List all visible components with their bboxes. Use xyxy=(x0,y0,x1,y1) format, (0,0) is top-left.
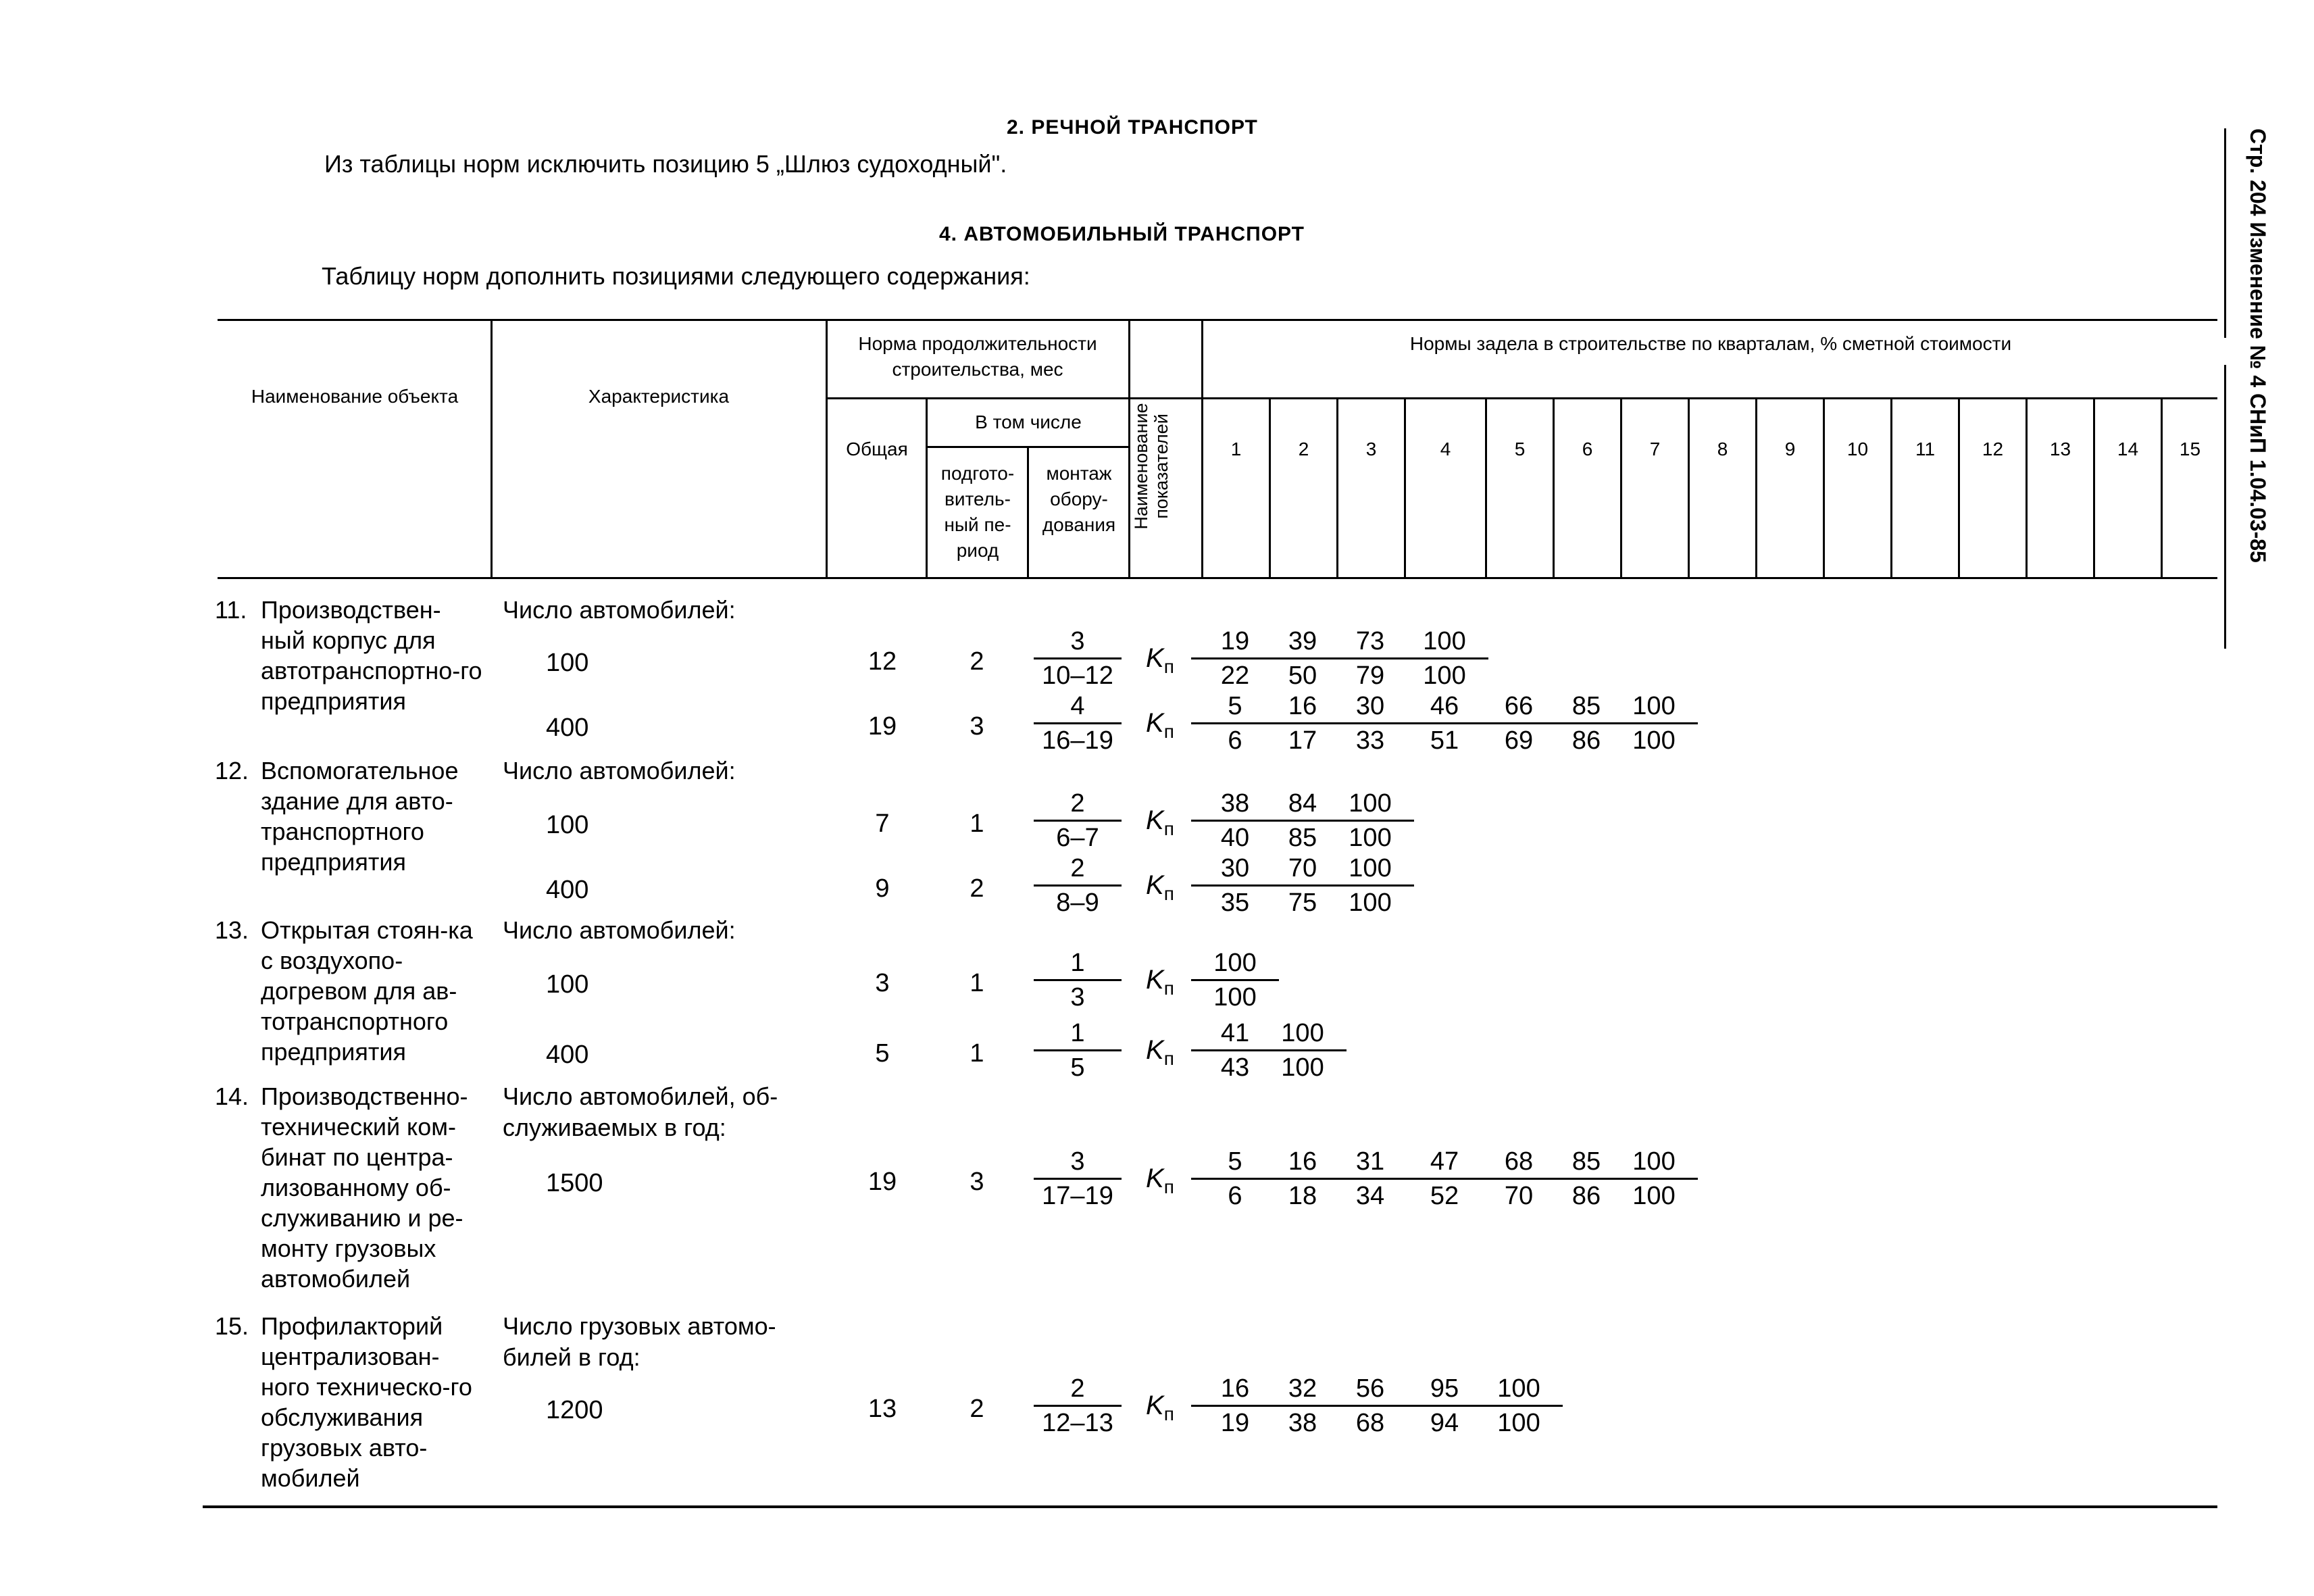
kn-letter: K xyxy=(1146,1164,1164,1193)
quarter-header-1: 1 xyxy=(1230,439,1242,459)
header-characteristic: Характеристика xyxy=(588,386,730,407)
mounting-fraction xyxy=(1034,1018,1122,1083)
col-sep-4 xyxy=(1027,446,1029,578)
kn-letter: K xyxy=(1146,708,1164,738)
backlog-q6-numerator: 85 xyxy=(1571,1147,1601,1176)
side-page-label: Стр. 204 Изменение № 4 СНиП 1.04.03-85 xyxy=(2246,128,2270,563)
backlog-q2-bar xyxy=(1259,1049,1347,1051)
characteristic-title: Число автомобилей: xyxy=(503,757,736,784)
kn-indicator xyxy=(1146,870,1174,905)
kn-subscript: п xyxy=(1163,721,1174,742)
capacity-value: 100 xyxy=(546,649,589,677)
kn-subscript: п xyxy=(1163,818,1174,839)
total-duration: 13 xyxy=(867,1395,897,1423)
backlog-q4-numerator: 95 xyxy=(1430,1374,1459,1403)
table-bottom-rule xyxy=(203,1505,2217,1508)
backlog-q4-numerator: 47 xyxy=(1430,1147,1459,1176)
object-name: Производствен-ный корпус для автотранспортно-го предприятия xyxy=(261,596,482,715)
kn-subscript: п xyxy=(1163,978,1174,999)
backlog-q2-denominator: 17 xyxy=(1288,726,1317,755)
total-duration: 9 xyxy=(875,874,890,903)
backlog-q7 xyxy=(1610,691,1698,756)
kn-subscript: п xyxy=(1163,1176,1174,1197)
backlog-q2-numerator: 39 xyxy=(1288,627,1317,655)
mounting-fraction-bar xyxy=(1034,722,1122,724)
capacity-value: 100 xyxy=(546,811,589,839)
quarter-header-8: 8 xyxy=(1717,439,1728,459)
mounting-fraction xyxy=(1034,947,1122,1013)
mounting-fraction-numerator: 3 xyxy=(1070,627,1085,655)
quarter-header-3: 3 xyxy=(1365,439,1377,459)
row-number: 13. xyxy=(215,916,249,944)
backlog-q1-denominator: 43 xyxy=(1220,1053,1250,1082)
backlog-q1 xyxy=(1191,947,1279,1013)
backlog-q4-numerator: 100 xyxy=(1423,627,1466,655)
row-number: 12. xyxy=(215,757,249,784)
backlog-q7-bar xyxy=(1610,722,1698,724)
mounting-fraction-denominator: 3 xyxy=(1070,983,1085,1012)
backlog-q1-denominator: 19 xyxy=(1220,1409,1250,1437)
mounting-fraction-bar xyxy=(1034,1405,1122,1407)
backlog-q3-denominator: 33 xyxy=(1355,726,1385,755)
backlog-q1-numerator: 19 xyxy=(1220,627,1250,655)
kn-subscript: п xyxy=(1163,1403,1174,1424)
backlog-q7 xyxy=(1610,1146,1698,1212)
mounting-fraction xyxy=(1034,788,1122,853)
quarter-header-14: 14 xyxy=(2117,439,2139,459)
total-duration: 19 xyxy=(867,712,897,741)
backlog-q2-numerator: 32 xyxy=(1288,1374,1317,1403)
kn-indicator xyxy=(1146,643,1174,678)
mounting-fraction-bar xyxy=(1034,657,1122,659)
quarter-sep xyxy=(1620,399,1622,578)
backlog-q5-numerator: 100 xyxy=(1497,1374,1540,1403)
backlog-q1-numerator: 100 xyxy=(1213,949,1257,977)
kn-indicator xyxy=(1146,708,1174,743)
backlog-q3-numerator: 100 xyxy=(1349,789,1392,818)
quarter-sep xyxy=(1755,399,1757,578)
backlog-q1-numerator: 5 xyxy=(1228,1147,1242,1176)
prep-period: 1 xyxy=(970,809,984,838)
backlog-q1-denominator: 6 xyxy=(1228,1182,1242,1210)
mounting-fraction-denominator: 8–9 xyxy=(1056,889,1099,917)
backlog-q1-denominator: 35 xyxy=(1220,889,1250,917)
kn-letter: K xyxy=(1146,965,1164,995)
row-number: 14. xyxy=(215,1082,249,1110)
quarter-sep xyxy=(1269,399,1271,578)
mounting-fraction xyxy=(1034,691,1122,756)
capacity-value: 400 xyxy=(546,876,589,904)
mounting-fraction-denominator: 10–12 xyxy=(1042,662,1113,690)
backlog-q1-denominator: 6 xyxy=(1228,726,1242,755)
col-sep-5 xyxy=(1128,319,1130,578)
kn-indicator xyxy=(1146,805,1174,840)
kn-subscript: п xyxy=(1163,656,1174,677)
quarter-header-10: 10 xyxy=(1846,439,1869,459)
section4-text: Таблицу норм дополнить позициями следующего содержания: xyxy=(322,262,1030,290)
object-name: Открытая стоян-ка с воздухопо-догревом для ав-тотранспортного предприятия xyxy=(261,916,473,1066)
backlog-q4-denominator: 51 xyxy=(1430,726,1459,755)
capacity-value: 400 xyxy=(546,714,589,742)
mounting-fraction-denominator: 16–19 xyxy=(1042,726,1113,755)
backlog-q4 xyxy=(1401,626,1488,691)
row-number: 15. xyxy=(215,1312,249,1340)
backlog-q7-numerator: 100 xyxy=(1632,692,1676,720)
mounting-fraction xyxy=(1034,1373,1122,1439)
header-duration: Норма продолжительности строительства, мес xyxy=(858,333,1097,380)
header-total: Общая xyxy=(846,439,908,459)
backlog-q4-denominator: 94 xyxy=(1430,1409,1459,1437)
prep-period: 2 xyxy=(970,874,984,903)
quarter-header-9: 9 xyxy=(1784,439,1796,459)
quarter-sep xyxy=(1336,399,1338,578)
quarter-sep xyxy=(1890,399,1892,578)
mounting-fraction-bar xyxy=(1034,979,1122,981)
mounting-fraction-bar xyxy=(1034,884,1122,887)
backlog-q1-numerator: 30 xyxy=(1220,854,1250,882)
backlog-q2-denominator: 100 xyxy=(1281,1053,1324,1082)
mounting-fraction-numerator: 4 xyxy=(1070,692,1085,720)
kn-indicator xyxy=(1146,1164,1174,1198)
kn-letter: K xyxy=(1146,1035,1164,1065)
backlog-q2-denominator: 18 xyxy=(1288,1182,1317,1210)
prep-period: 1 xyxy=(970,969,984,997)
total-duration: 7 xyxy=(875,809,890,838)
kn-indicator xyxy=(1146,1391,1174,1425)
total-duration: 19 xyxy=(867,1168,897,1196)
mounting-fraction-numerator: 1 xyxy=(1070,1019,1085,1047)
mounting-fraction-denominator: 5 xyxy=(1070,1053,1085,1082)
backlog-q1-numerator: 5 xyxy=(1228,692,1242,720)
backlog-q5-numerator: 66 xyxy=(1504,692,1534,720)
backlog-q2-numerator: 70 xyxy=(1288,854,1317,882)
mounting-fraction-numerator: 1 xyxy=(1070,949,1085,977)
mounting-fraction xyxy=(1034,853,1122,918)
backlog-q1-numerator: 38 xyxy=(1220,789,1250,818)
backlog-q7-bar xyxy=(1610,1178,1698,1180)
kn-subscript: п xyxy=(1163,1048,1174,1069)
backlog-q2-numerator: 84 xyxy=(1288,789,1317,818)
backlog-q1-numerator: 16 xyxy=(1220,1374,1250,1403)
backlog-q4-denominator: 52 xyxy=(1430,1182,1459,1210)
backlog-q2-denominator: 75 xyxy=(1288,889,1317,917)
quarter-header-6: 6 xyxy=(1582,439,1593,459)
kn-indicator xyxy=(1146,965,1174,999)
object-name: Профилакторий централизован-ного техническо-го обслуживания грузовых авто-мобилей xyxy=(261,1312,472,1492)
capacity-value: 1500 xyxy=(546,1169,603,1197)
quarter-header-13: 13 xyxy=(2049,439,2071,459)
backlog-q2-denominator: 50 xyxy=(1288,662,1317,690)
capacity-value: 400 xyxy=(546,1041,589,1069)
quarter-header-12: 12 xyxy=(1982,439,2004,459)
backlog-q3-denominator: 100 xyxy=(1349,824,1392,852)
mounting-fraction-numerator: 2 xyxy=(1070,789,1085,818)
header-prep-period: подгото-витель-ный пе-риод xyxy=(940,463,1015,561)
header-including: В том числе xyxy=(975,412,1082,432)
header-top-rule xyxy=(218,319,2217,321)
backlog-q6-denominator: 86 xyxy=(1571,1182,1601,1210)
backlog-q1-denominator: 22 xyxy=(1220,662,1250,690)
col-sep-1 xyxy=(491,319,493,578)
prep-period: 3 xyxy=(970,1168,984,1196)
section2-title: 2. РЕЧНОЙ ТРАНСПОРТ xyxy=(1007,116,1258,139)
quarter-header-2: 2 xyxy=(1298,439,1309,459)
backlog-q5-denominator: 70 xyxy=(1504,1182,1534,1210)
quarter-header-15: 15 xyxy=(2179,439,2201,459)
backlog-q5-denominator: 69 xyxy=(1504,726,1534,755)
quarter-header-7: 7 xyxy=(1649,439,1661,459)
mounting-fraction-numerator: 2 xyxy=(1070,1374,1085,1403)
characteristic-title: Число автомобилей: xyxy=(503,596,736,624)
kn-indicator xyxy=(1146,1035,1174,1070)
backlog-q3-numerator: 100 xyxy=(1349,854,1392,882)
backlog-q2-denominator: 85 xyxy=(1288,824,1317,852)
kn-letter: K xyxy=(1146,643,1164,673)
header-mounting: монтаж обору-дования xyxy=(1042,463,1116,535)
col-sep-3 xyxy=(926,399,928,578)
total-duration: 12 xyxy=(867,647,897,676)
backlog-q2-numerator: 100 xyxy=(1281,1019,1324,1047)
backlog-q6-numerator: 85 xyxy=(1571,692,1601,720)
backlog-q2-numerator: 16 xyxy=(1288,1147,1317,1176)
backlog-q2-numerator: 16 xyxy=(1288,692,1317,720)
mounting-fraction-denominator: 12–13 xyxy=(1042,1409,1113,1437)
mounting-fraction-bar xyxy=(1034,1049,1122,1051)
header-indicator: Наименование показателей xyxy=(1131,403,1172,530)
backlog-q3-numerator: 30 xyxy=(1355,692,1385,720)
backlog-q1-bar xyxy=(1191,979,1279,981)
backlog-q4-denominator: 100 xyxy=(1423,662,1466,690)
mounting-fraction-denominator: 6–7 xyxy=(1056,824,1099,852)
prep-period: 1 xyxy=(970,1039,984,1068)
backlog-q7-denominator: 100 xyxy=(1632,1182,1676,1210)
quarter-sep xyxy=(1823,399,1825,578)
backlog-q5-numerator: 68 xyxy=(1504,1147,1534,1176)
backlog-q1-denominator: 40 xyxy=(1220,824,1250,852)
prep-period: 3 xyxy=(970,712,984,741)
backlog-q3-denominator: 100 xyxy=(1349,889,1392,917)
backlog-q4-numerator: 46 xyxy=(1430,692,1459,720)
backlog-q3 xyxy=(1326,788,1414,853)
capacity-value: 100 xyxy=(546,970,589,999)
backlog-q5-bar xyxy=(1475,1405,1563,1407)
mounting-fraction-numerator: 3 xyxy=(1070,1147,1085,1176)
quarter-sep xyxy=(1958,399,1960,578)
backlog-q3-denominator: 68 xyxy=(1355,1409,1385,1437)
mounting-fraction-bar xyxy=(1034,1178,1122,1180)
backlog-q2 xyxy=(1259,1018,1347,1083)
header-mid-rule xyxy=(826,397,2217,399)
backlog-q3-bar xyxy=(1326,884,1414,887)
mounting-fraction xyxy=(1034,1146,1122,1212)
mounting-fraction-denominator: 17–19 xyxy=(1042,1182,1113,1210)
side-rule-top xyxy=(2224,128,2226,338)
quarter-sep xyxy=(1485,399,1487,578)
quarter-header-5: 5 xyxy=(1514,439,1526,459)
backlog-q1-numerator: 41 xyxy=(1220,1019,1250,1047)
backlog-q3-numerator: 73 xyxy=(1355,627,1385,655)
mounting-fraction-bar xyxy=(1034,820,1122,822)
object-name: Производственно-технический ком-бинат по центра-лизованному об-служиванию и ре-монту грузовых автомобилей xyxy=(261,1082,468,1293)
mounting-fraction-numerator: 2 xyxy=(1070,854,1085,882)
quarter-sep xyxy=(2026,399,2028,578)
backlog-q3-numerator: 56 xyxy=(1355,1374,1385,1403)
backlog-q1-denominator: 100 xyxy=(1213,983,1257,1012)
total-duration: 3 xyxy=(875,969,890,997)
backlog-q5-denominator: 100 xyxy=(1497,1409,1540,1437)
quarter-sep xyxy=(1553,399,1555,578)
header-object-name: Наименование объекта xyxy=(251,386,459,407)
header-backlog: Нормы задела в строительстве по кварталам, % сметной стоимости xyxy=(1409,333,2012,354)
backlog-q3-denominator: 34 xyxy=(1355,1182,1385,1210)
kn-letter: K xyxy=(1146,870,1164,900)
quarter-sep xyxy=(1688,399,1690,578)
backlog-q5 xyxy=(1475,1373,1563,1439)
backlog-q3-bar xyxy=(1326,820,1414,822)
backlog-q3-numerator: 31 xyxy=(1355,1147,1385,1176)
prep-period: 2 xyxy=(970,647,984,676)
section4-title: 4. АВТОМОБИЛЬНЫЙ ТРАНСПОРТ xyxy=(939,223,1305,245)
quarter-header-4: 4 xyxy=(1440,439,1451,459)
quarter-sep xyxy=(1404,399,1406,578)
backlog-q6-denominator: 86 xyxy=(1571,726,1601,755)
backlog-q7-denominator: 100 xyxy=(1632,726,1676,755)
quarter-sep xyxy=(2093,399,2095,578)
prep-period: 2 xyxy=(970,1395,984,1423)
quarter-sep xyxy=(2161,399,2163,578)
mounting-fraction xyxy=(1034,626,1122,691)
backlog-q3 xyxy=(1326,853,1414,918)
total-duration: 5 xyxy=(875,1039,890,1068)
backlog-q4-bar xyxy=(1401,657,1488,659)
quarter-header-11: 11 xyxy=(1915,439,1936,459)
capacity-value: 1200 xyxy=(546,1396,603,1424)
kn-letter: K xyxy=(1146,1391,1164,1420)
side-rule-bottom xyxy=(2224,365,2226,649)
row-number: 11. xyxy=(215,596,247,624)
characteristic-title: Число грузовых автомо-билей в год: xyxy=(503,1312,776,1371)
characteristic-title: Число автомобилей: xyxy=(503,916,736,944)
section2-text: Из таблицы норм исключить позицию 5 „Шлюз судоходный". xyxy=(324,150,1007,178)
backlog-q2-denominator: 38 xyxy=(1288,1409,1317,1437)
kn-letter: K xyxy=(1146,805,1164,835)
backlog-q3-denominator: 79 xyxy=(1355,662,1385,690)
backlog-q7-numerator: 100 xyxy=(1632,1147,1676,1176)
header-bottom-rule xyxy=(218,577,2217,579)
object-name: Вспомогательное здание для авто-транспортного предприятия xyxy=(261,757,459,876)
kn-subscript: п xyxy=(1163,883,1174,904)
col-sep-2 xyxy=(826,319,828,578)
characteristic-title: Число автомобилей, об-служиваемых в год: xyxy=(503,1082,778,1141)
